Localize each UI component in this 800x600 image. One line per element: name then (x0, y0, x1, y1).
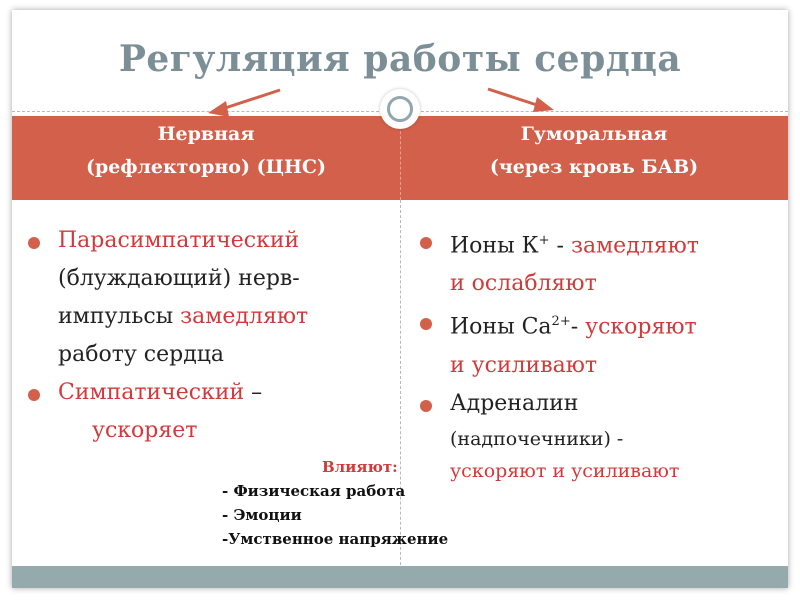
calcium-charge: 2+ (551, 314, 571, 330)
dash-text: – (244, 380, 263, 405)
calcium-dash: - (570, 314, 586, 340)
note-line-emotions: - Эмоции (222, 506, 302, 524)
vagus-text: (блуждающий) нерв- (58, 266, 300, 291)
column-divider (400, 200, 401, 575)
bullet-icon (28, 237, 40, 249)
note-line-physical: - Физическая работа (222, 482, 406, 500)
list-item-sympathetic (28, 374, 388, 450)
bullet-icon (420, 318, 432, 330)
bullet-icon (420, 237, 432, 249)
adrenaline-text: Адреналин (450, 390, 579, 416)
page-title: Регуляция работы сердца (118, 38, 682, 80)
footer-band (12, 566, 788, 588)
calcium-effect-1: ускоряют (585, 314, 697, 340)
header-nervous (12, 118, 400, 184)
calcium-effect-2: и усиливают (450, 352, 598, 378)
parasympathetic-label: Парасимпатический (58, 228, 300, 253)
circle-ornament-icon (380, 89, 420, 129)
arrow-left (222, 90, 280, 109)
note-line-mental: -Умственное напряжение (222, 530, 449, 548)
calcium-text: Ионы Са (450, 314, 552, 340)
arrow-right-head (533, 97, 554, 112)
arrow-left-head (208, 101, 229, 117)
sympathetic-label: Симпатический (58, 380, 245, 405)
humoral-column (420, 222, 780, 487)
adrenal-glands-text: (надпочечники) - (450, 427, 624, 450)
potassium-effect-1: замедляют (570, 233, 699, 259)
list-item-potassium (420, 222, 780, 303)
potassium-effect-2: и ослабляют (450, 271, 597, 297)
bullet-icon (420, 400, 432, 412)
circle-ornament-ring (387, 96, 413, 122)
impulses-text: импульсы (58, 304, 181, 329)
potassium-dash: - (549, 233, 571, 259)
list-item-adrenaline (420, 385, 780, 487)
header-humoral-line1: Гуморальная (520, 123, 668, 145)
header-nervous-line2: (рефлекторно) (ЦНС) (85, 156, 327, 178)
potassium-text: Ионы К (450, 233, 539, 259)
heart-work-text: работу сердца (58, 342, 225, 367)
header-humoral (400, 118, 788, 184)
header-nervous-line1: Нервная (157, 123, 255, 145)
arrow-right (488, 89, 540, 106)
accelerates-text: ускоряет (92, 418, 198, 443)
list-item-parasympathetic (28, 222, 388, 374)
slow-down-text: замедляют (180, 304, 309, 329)
nervous-column (28, 222, 388, 450)
bullet-icon (28, 389, 40, 401)
adrenaline-effect: ускоряют и усиливают (450, 459, 680, 482)
list-item-calcium (420, 303, 780, 384)
note-heading: Влияют: (322, 458, 398, 476)
header-humoral-line2: (через кровь БАВ) (489, 156, 699, 178)
potassium-charge: + (538, 233, 550, 248)
